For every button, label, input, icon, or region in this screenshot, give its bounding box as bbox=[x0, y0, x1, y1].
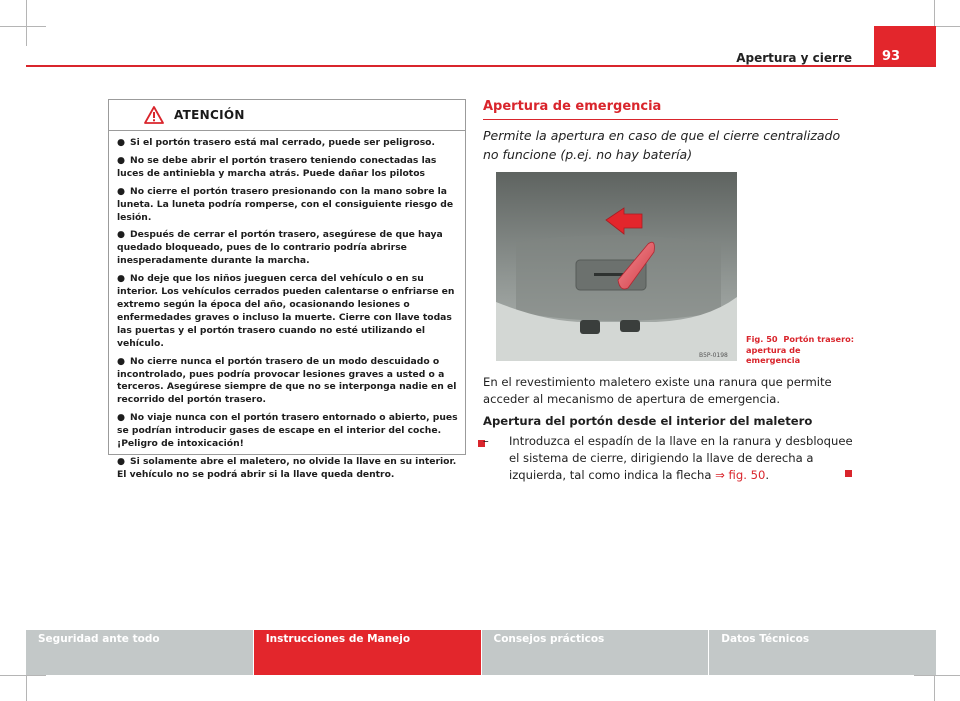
warning-item: ● No se debe abrir el portón trasero teniendo conectadas las luces de antiniebla y marcha atrás. Puede dañar los pilotos bbox=[117, 154, 437, 179]
subheading: Apertura del portón desde el interior del maletero bbox=[483, 414, 813, 428]
tab-seguridad[interactable]: Seguridad ante todo bbox=[26, 630, 253, 675]
step-end: . bbox=[765, 468, 770, 482]
warning-item: ● Si el portón trasero está mal cerrado, puede ser peligroso. bbox=[117, 137, 435, 148]
warning-item: ● No cierre nunca el portón trasero de un modo descuidado o incontrolado, pues podría provocar lesiones graves a usted o a terceros. Asegúrese siempre de que no se interponga nadie en el recorrido del portón trasero. bbox=[117, 355, 457, 406]
warning-item: ● Si solamente abre el maletero, no olvide la llave en su interior. El vehículo no se podrá abrir si la llave queda dentro. bbox=[117, 455, 457, 480]
figure-caption bbox=[746, 334, 856, 366]
warning-item: ● No deje que los niños jueguen cerca del vehículo o en su interior. Los vehículos cerrados pueden calentarse o enfriarse en extremo según la época del año, ocasionando lesiones o enfermedades graves o incluso la muerte. Cierre con llave todas las puertas y el portón trasero cuando no esté utilizando el vehículo. bbox=[117, 273, 455, 349]
bullet: ● bbox=[117, 185, 126, 197]
end-of-section-mark bbox=[845, 470, 852, 477]
section-intro: Permite la apertura en caso de que el cierre centralizado no funcione (p.ej. no hay batería) bbox=[483, 128, 841, 162]
crop-mark bbox=[26, 0, 27, 46]
warning-list bbox=[109, 131, 465, 482]
header-rule bbox=[26, 65, 936, 67]
crop-mark bbox=[0, 26, 46, 27]
bullet: ● bbox=[117, 229, 126, 241]
section-rule bbox=[483, 119, 838, 120]
bullet: ● bbox=[117, 412, 126, 424]
running-header: Apertura y cierre bbox=[736, 51, 852, 65]
warning-item: ● Después de cerrar el portón trasero, asegúrese de que haya quedado bloqueado, pues de lo contrario podría abrirse inesperadamente durante la marcha. bbox=[117, 229, 443, 267]
step-text: Introduzca el espadín de la llave en la ranura y desbloquee el sistema de cierre, dirigiendo la llave de derecha a izquierda, tal como indica la flecha bbox=[509, 434, 853, 482]
instruction-step bbox=[483, 433, 853, 484]
tab-instrucciones[interactable]: Instrucciones de Manejo bbox=[254, 630, 481, 675]
figure-caption-text: Portón trasero: apertura de emergencia bbox=[746, 334, 855, 365]
tab-consejos[interactable]: Consejos prácticos bbox=[482, 630, 709, 675]
chapter-tabs bbox=[26, 630, 936, 675]
figure-reference-link[interactable]: ⇒ fig. 50 bbox=[715, 468, 766, 482]
warning-item: ● No viaje nunca con el portón trasero entornado o abierto, pues se podrían introducir gases de escape en el interior del coche. ¡Peligro de intoxicación! bbox=[117, 412, 458, 450]
figure-code: B5P-0198 bbox=[699, 352, 728, 359]
crop-mark bbox=[914, 675, 960, 676]
figure-label: Fig. 50 bbox=[746, 334, 778, 344]
bullet: ● bbox=[117, 137, 126, 148]
warning-triangle-icon bbox=[144, 106, 164, 124]
bullet: ● bbox=[117, 355, 126, 367]
latch-left bbox=[580, 320, 600, 334]
latch-right bbox=[620, 320, 640, 332]
warning-item: ● No cierre el portón trasero presionando con la mano sobre la luneta. La luneta podría romperse, con el consiguiente riesgo de lesión. bbox=[117, 185, 454, 223]
body-paragraph: En el revestimiento maletero existe una ranura que permite acceder al mecanismo de apertura de emergencia. bbox=[483, 375, 832, 406]
emergency-release-figure bbox=[496, 172, 737, 361]
tab-datos[interactable]: Datos Técnicos bbox=[709, 630, 936, 675]
section-title: Apertura de emergencia bbox=[483, 99, 662, 114]
bullet: ● bbox=[117, 154, 126, 166]
step-dash: – bbox=[483, 434, 489, 448]
page-number: 93 bbox=[874, 26, 936, 67]
step-text-wrap bbox=[483, 433, 853, 484]
bullet: ● bbox=[117, 455, 126, 467]
crop-mark bbox=[0, 675, 46, 676]
warning-box bbox=[108, 99, 466, 480]
bullet: ● bbox=[117, 273, 126, 285]
warning-header bbox=[109, 100, 465, 131]
warning-title: ATENCIÓN bbox=[174, 108, 245, 122]
